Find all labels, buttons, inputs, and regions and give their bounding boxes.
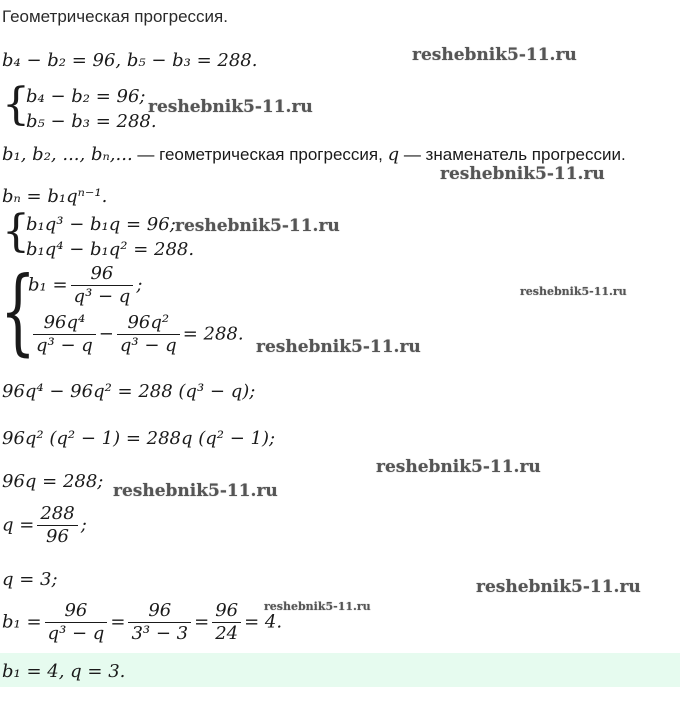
numerator: 96	[71, 263, 134, 286]
fraction	[212, 600, 241, 645]
watermark: reshebnik5-11.ru	[412, 45, 577, 65]
numerator: 288	[37, 503, 77, 526]
final-answer: b₁ = 4, q = 3.	[2, 661, 126, 682]
equation-line	[2, 600, 282, 645]
operator: −	[98, 323, 114, 345]
system-brace: {	[2, 206, 30, 257]
system-brace: {	[2, 79, 30, 130]
description-text: — знаменатель прогрессии.	[399, 145, 626, 164]
fraction	[33, 312, 96, 357]
sequence-notation: b₁, b₂, ..., bₙ,...	[2, 144, 133, 165]
progression-description	[2, 144, 626, 165]
watermark: reshebnik5-11.ru	[440, 164, 605, 184]
operator: =	[194, 611, 210, 633]
system-line: b₁q³ − b₁q = 96;	[26, 214, 176, 235]
numerator: 96q²	[117, 312, 180, 335]
watermark: reshebnik5-11.ru	[175, 216, 340, 236]
watermark: reshebnik5-11.ru	[148, 97, 313, 117]
denominator: 3³ − 3	[131, 623, 189, 644]
description-text: — геометрическая прогрессия,	[132, 145, 388, 164]
system-brace: {	[0, 257, 36, 366]
denominator: q³ − q	[47, 623, 105, 644]
denominator: q³ − q	[119, 335, 177, 356]
fraction	[37, 503, 77, 548]
system-line: b₁q⁴ − b₁q² = 288.	[26, 239, 195, 260]
given-condition: b₄ − b₂ = 96, b₅ − b₃ = 288.	[2, 50, 258, 71]
numerator: 96q⁴	[33, 312, 96, 335]
numerator: 96	[128, 600, 191, 623]
system-line	[30, 312, 244, 357]
system-line	[28, 263, 142, 308]
watermark: reshebnik5-11.ru	[256, 337, 421, 357]
expr-lhs: b₁ =	[2, 611, 42, 633]
numerator: 96	[45, 600, 108, 623]
watermark: reshebnik5-11.ru	[520, 285, 627, 298]
expr-lhs: q =	[2, 514, 35, 536]
expr-end: = 4.	[244, 611, 283, 633]
fraction	[128, 600, 191, 645]
fraction	[71, 263, 134, 308]
watermark: reshebnik5-11.ru	[264, 600, 371, 613]
fraction	[117, 312, 180, 357]
fraction	[45, 600, 108, 645]
page-title: Геометрическая прогрессия.	[2, 7, 228, 26]
equation-line: 96q = 288;	[2, 471, 104, 492]
expr-end: ;	[80, 514, 87, 536]
expr-lhs: b₁ =	[28, 274, 68, 296]
general-term-formula: bₙ = b₁qⁿ⁻¹.	[2, 186, 108, 207]
operator: =	[110, 611, 126, 633]
watermark: reshebnik5-11.ru	[376, 457, 541, 477]
equation-line: q = 3;	[2, 569, 58, 590]
denominator: q³ − q	[36, 335, 93, 356]
system-line: b₄ − b₂ = 96;	[26, 86, 146, 107]
system-line: b₅ − b₃ = 288.	[26, 111, 157, 132]
numerator: 96	[212, 600, 241, 623]
equation-line: 96q⁴ − 96q² = 288 (q³ − q);	[2, 381, 256, 402]
watermark: reshebnik5-11.ru	[113, 481, 278, 501]
expr-end: ;	[136, 274, 143, 296]
equation-line	[2, 503, 87, 548]
ratio-symbol: q	[387, 144, 400, 165]
expr-end: = 288.	[182, 323, 244, 345]
watermark: reshebnik5-11.ru	[476, 577, 641, 597]
denominator: q³ − q	[73, 286, 131, 307]
denominator: 96	[46, 526, 69, 547]
denominator: 24	[215, 623, 239, 644]
equation-line: 96q² (q² − 1) = 288q (q² − 1);	[2, 428, 276, 449]
